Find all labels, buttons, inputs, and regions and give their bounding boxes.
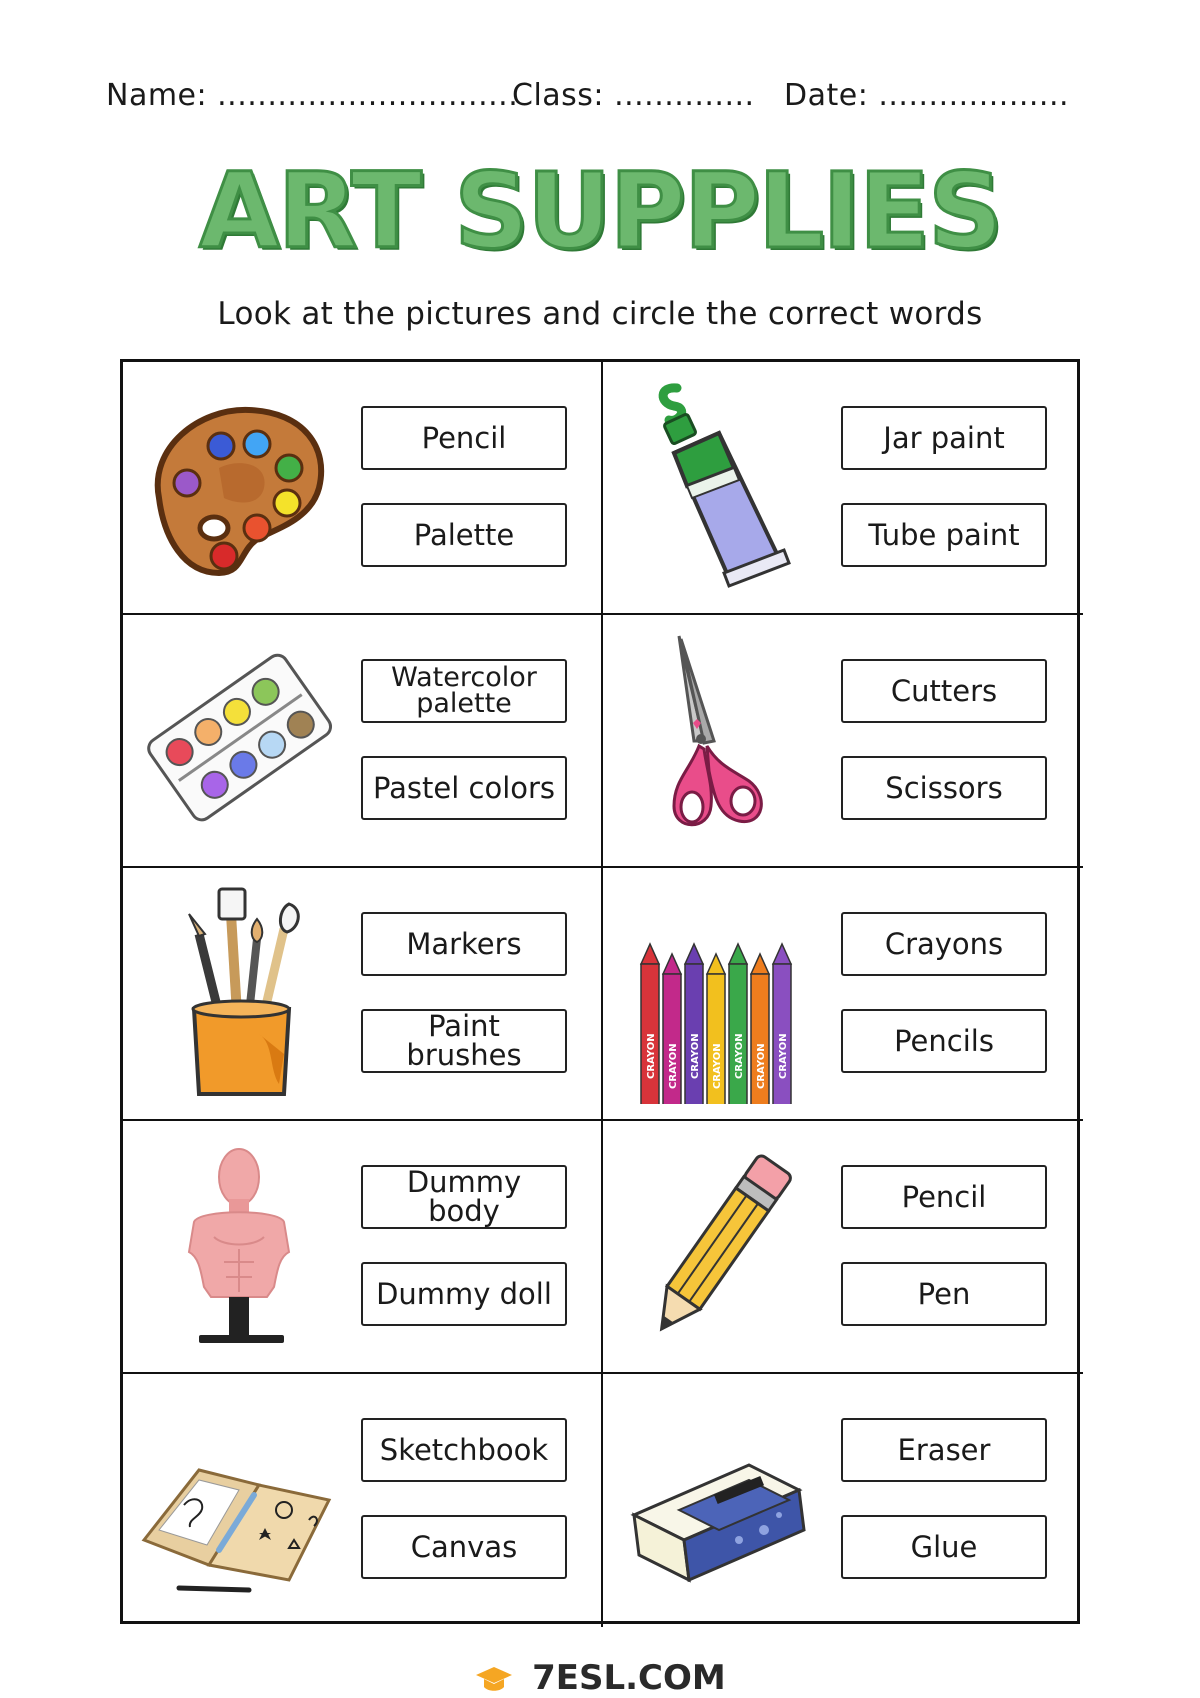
option-markers[interactable]: Markers (361, 912, 567, 976)
option-eraser[interactable]: Eraser (841, 1418, 1047, 1482)
graduation-cap-icon (474, 1665, 514, 1695)
exercise-cell (603, 615, 1083, 868)
option-palette[interactable]: Palette (361, 503, 567, 567)
student-info-row (0, 78, 1200, 122)
crayon-label: CRAYON (646, 1033, 657, 1079)
option-pastel-colors[interactable]: Pastel colors (361, 756, 567, 820)
option-glue[interactable]: Glue (841, 1515, 1047, 1579)
crayon-label: CRAYON (756, 1043, 767, 1089)
scissors-icon (619, 631, 819, 851)
palette-icon (139, 378, 339, 598)
option-pen[interactable]: Pen (841, 1262, 1047, 1326)
exercise-cell (123, 615, 603, 868)
date-field[interactable]: Date: ................... (784, 78, 1070, 113)
option-paint-brushes[interactable]: Paint brushes (361, 1009, 567, 1073)
watercolor-palette-icon (139, 631, 339, 851)
exercise-cell (123, 1121, 603, 1374)
crayon-label: CRAYON (668, 1043, 679, 1089)
eraser-icon (619, 1390, 819, 1610)
exercise-cell (603, 362, 1083, 615)
option-pencil[interactable]: Pencil (361, 406, 567, 470)
option-crayons[interactable]: Crayons (841, 912, 1047, 976)
crayon-label: CRAYON (778, 1033, 789, 1079)
option-dummy-doll[interactable]: Dummy doll (361, 1262, 567, 1326)
exercise-cell (603, 1374, 1083, 1627)
name-field[interactable]: Name: .............................. (106, 78, 519, 113)
option-pencil[interactable]: Pencil (841, 1165, 1047, 1229)
exercise-cell (123, 1374, 603, 1627)
instructions: Look at the pictures and circle the correct words (217, 296, 983, 332)
crayon (685, 944, 703, 1104)
tube-paint-icon (619, 378, 819, 598)
crayon (641, 944, 659, 1104)
crayon (751, 954, 769, 1104)
option-jar-paint[interactable]: Jar paint (841, 406, 1047, 470)
crayons-icon (619, 884, 819, 1104)
dummy-body-icon (139, 1137, 339, 1357)
crayon-label: CRAYON (734, 1033, 745, 1079)
paint-brushes-icon (139, 884, 339, 1104)
option-watercolor-palette[interactable]: Watercolor palette (361, 659, 567, 723)
crayon-label: CRAYON (712, 1043, 723, 1089)
option-sketchbook[interactable]: Sketchbook (361, 1418, 567, 1482)
exercise-cell (123, 362, 603, 615)
option-pencils[interactable]: Pencils (841, 1009, 1047, 1073)
exercise-grid (120, 359, 1080, 1624)
crayon (707, 954, 725, 1104)
brand-logo[interactable]: 7ESL.COM (532, 1658, 726, 1698)
crayon (773, 944, 791, 1104)
worksheet-title: ART SUPPLIES (199, 150, 1001, 272)
exercise-cell (603, 1121, 1083, 1374)
exercise-cell (603, 868, 1083, 1121)
option-tube-paint[interactable]: Tube paint (841, 503, 1047, 567)
crayon (663, 954, 681, 1104)
exercise-cell (123, 868, 603, 1121)
option-canvas[interactable]: Canvas (361, 1515, 567, 1579)
pencil-icon (619, 1137, 819, 1357)
crayon (729, 944, 747, 1104)
option-cutters[interactable]: Cutters (841, 659, 1047, 723)
sketchbook-icon (139, 1390, 339, 1610)
class-field[interactable]: Class: .............. (512, 78, 755, 113)
option-scissors[interactable]: Scissors (841, 756, 1047, 820)
crayon-label: CRAYON (690, 1033, 701, 1079)
footer (0, 1658, 1200, 1698)
option-dummy-body[interactable]: Dummy body (361, 1165, 567, 1229)
